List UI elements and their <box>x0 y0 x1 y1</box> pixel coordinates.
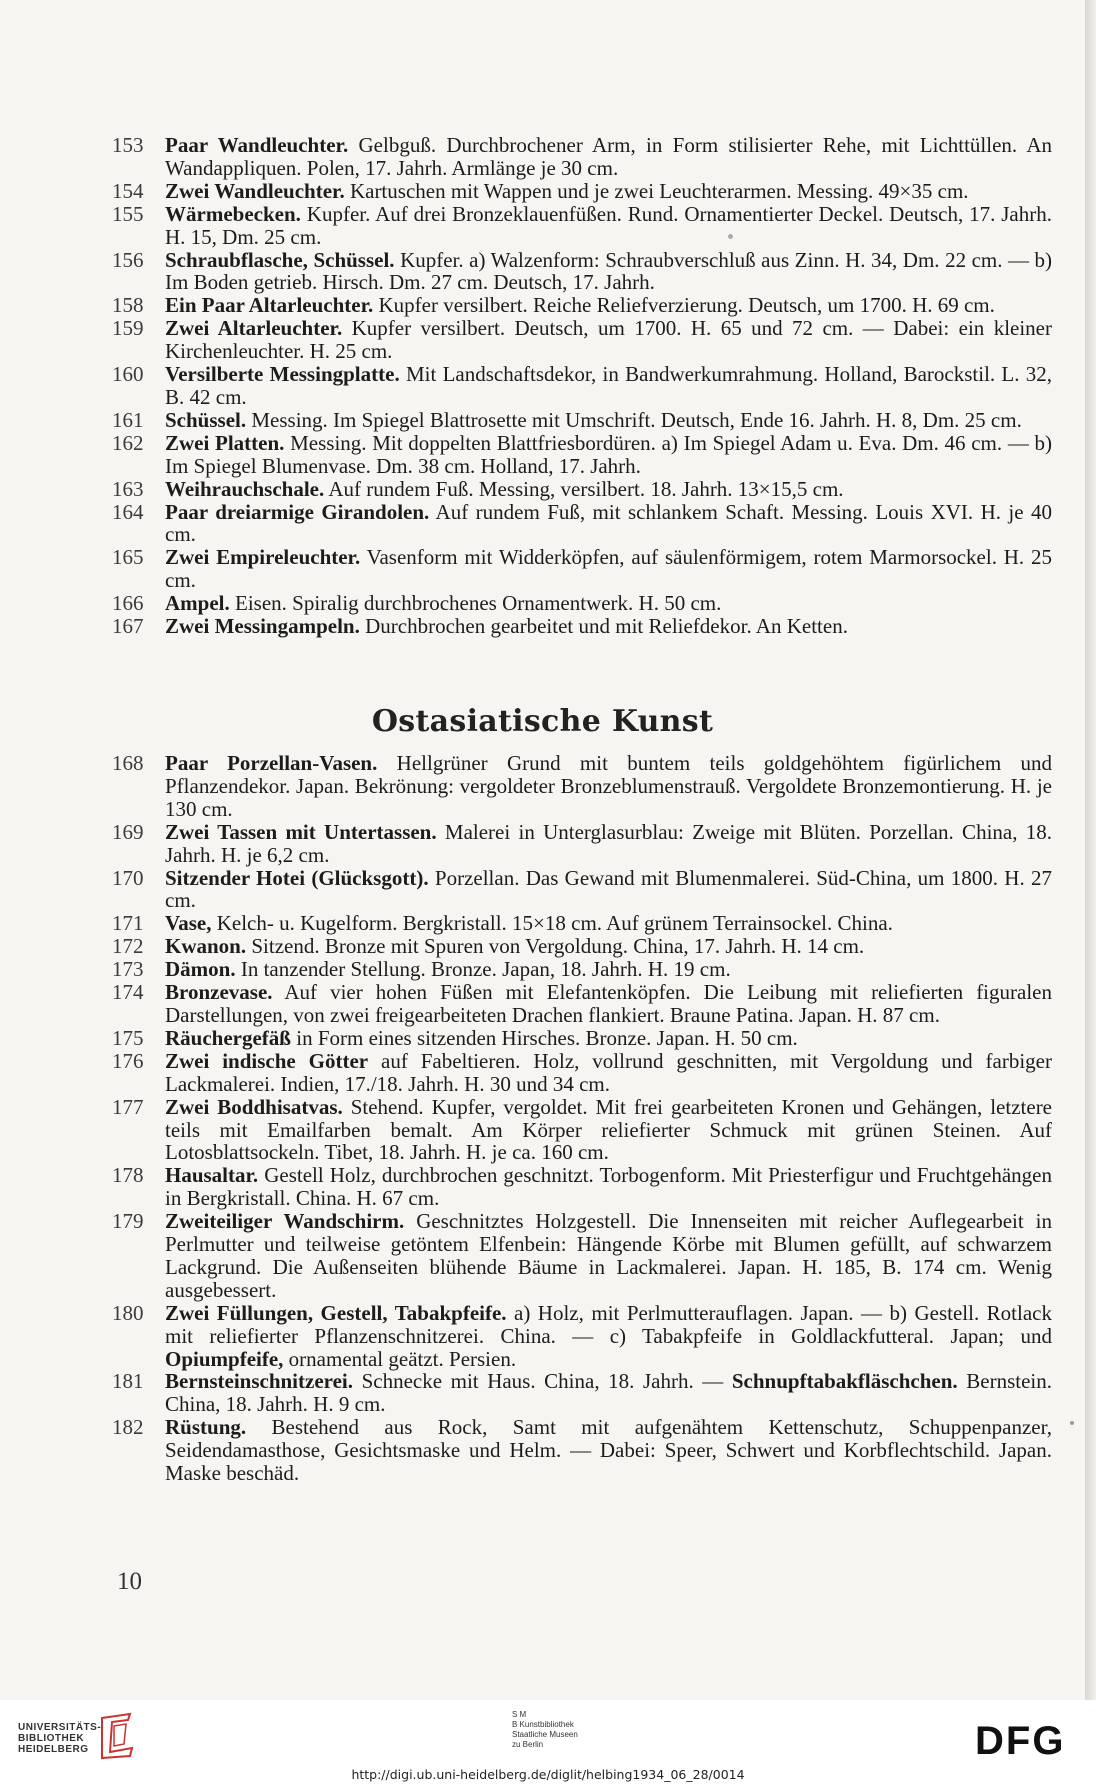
entry-text: Messing. Mit doppelten Blattfriesbordüren. a) Im Spiegel Adam u. Eva. Dm. 46 cm. — b) Im Spiegel Blumenvase. Dm. 38 cm. Holland, 17. Jahrh. <box>165 430 1052 478</box>
entry-description <box>165 1370 1052 1416</box>
catalog-entry <box>112 363 1052 409</box>
entry-description <box>165 546 1052 592</box>
lot-number: 181 <box>112 1369 144 1394</box>
lot-number: 182 <box>112 1415 144 1440</box>
lot-number: 169 <box>112 819 144 844</box>
library-line: BIBLIOTHEK <box>18 1733 85 1744</box>
entry-heading: Vase, <box>165 911 212 936</box>
entry-description <box>165 867 1052 913</box>
catalog-entry <box>112 294 1052 317</box>
catalog-entry <box>112 180 1052 203</box>
lot-number: 160 <box>112 362 144 387</box>
library-emblem-icon <box>98 1712 138 1760</box>
lot-number: 172 <box>112 934 144 959</box>
entry-description <box>165 501 1052 547</box>
entry-text: Kupfer versilbert. Deutsch, um 1700. H. 65 und 72 cm. — Dabei: ein kleiner Kirchenleuchter. H. 25 cm. <box>165 316 1052 364</box>
entry-heading: Sitzender Hotei (Glücksgott). <box>165 865 429 890</box>
entry-heading: Zwei Füllungen, Gestell, Tabakpfeife. <box>165 1300 507 1325</box>
entry-heading: Versilberte Messingplatte. <box>165 362 400 387</box>
entry-heading: Zwei Empireleuchter. <box>165 545 361 570</box>
entry-description <box>165 1050 1052 1096</box>
entry-heading: Rüstung. <box>165 1415 247 1440</box>
catalog-entry <box>112 1027 1052 1050</box>
entry-heading: Paar dreiarmige Girandolen. <box>165 499 430 524</box>
entry-heading: Dämon. <box>165 957 236 982</box>
entry-description <box>165 317 1052 363</box>
catalog-entry <box>112 317 1052 363</box>
entry-description <box>165 294 1052 317</box>
entry-list-metalwork <box>112 134 1052 638</box>
entry-list-east-asian-art <box>112 752 1052 1485</box>
entry-heading: Zwei Altarleuchter. <box>165 316 343 341</box>
catalog-entry <box>112 867 1052 913</box>
lot-number: 176 <box>112 1048 144 1073</box>
entry-text: auf Fabeltieren. Holz, vollrund geschnitten, mit Vergoldung und farbiger Lackmalerei. Indien, 17./18. Jahrh. H. 30 und 34 cm. <box>165 1048 1052 1096</box>
entry-description <box>165 592 1052 615</box>
lot-number: 168 <box>112 751 144 775</box>
entry-text: Messing. Im Spiegel Blattrosette mit Umschrift. Deutsch, Ende 16. Jahrh. H. 8, Dm. 25 cm. <box>246 407 1022 432</box>
entry-description <box>165 1302 1052 1371</box>
catalog-entry <box>112 592 1052 615</box>
lot-number: 154 <box>112 178 144 203</box>
entry-text: Eisen. Spiralig durchbrochenes Ornamentwerk. H. 50 cm. <box>229 591 722 616</box>
lot-number: 165 <box>112 545 144 570</box>
lot-number: 153 <box>112 133 144 157</box>
lot-number: 175 <box>112 1025 144 1050</box>
entry-description <box>165 1096 1052 1165</box>
stamp-line: zu Berlin <box>512 1740 544 1749</box>
catalog-entry <box>112 935 1052 958</box>
lot-number: 179 <box>112 1209 144 1234</box>
entry-description <box>165 752 1052 821</box>
entry-heading: Schraubflasche, Schüssel. <box>165 247 395 272</box>
entry-text: Auf vier hohen Füßen mit Elefantenköpfen. Die Leibung mit reliefierten figuralen Darstellungen, von zwei freigearbeiteten Drachen flankiert. Braune Patina. Japan. H. 87 cm. <box>165 980 1052 1027</box>
entry-text: Kupfer versilbert. Reiche Reliefverzierung. Deutsch, um 1700. H. 69 cm. <box>373 293 995 318</box>
entry-heading: Zwei indische Götter <box>165 1048 369 1073</box>
catalog-entry <box>112 1096 1052 1165</box>
catalog-entry <box>112 134 1052 180</box>
catalog-entry <box>112 1302 1052 1371</box>
entry-heading: Opiumpfeife, <box>165 1346 284 1371</box>
lot-number: 161 <box>112 407 144 432</box>
lot-number: 167 <box>112 614 144 639</box>
entry-heading: Zwei Boddhisatvas. <box>165 1094 343 1119</box>
scan-speck <box>728 234 733 239</box>
museum-stamp <box>512 1710 578 1750</box>
lot-number: 166 <box>112 591 144 616</box>
catalog-entry <box>112 615 1052 638</box>
lot-number: 180 <box>112 1300 144 1325</box>
entry-text: Vasenform mit Widderköpfen, auf säulenförmigem, rotem Marmorsockel. H. 25 cm. <box>165 545 1052 593</box>
entry-heading: Ein Paar Altarleuchter. <box>165 293 374 318</box>
entry-text: Bestehend aus Rock, Samt mit aufgenähtem Kettenschutz, Schuppenpanzer, Seidendamasthose, Gesichtsmaske und Helm. — Dabei: Speer, Schwert und Korbflechtschild. Japan. Maske beschäd. <box>165 1415 1052 1486</box>
dfg-label: DFG <box>975 1720 1066 1760</box>
entry-heading: Bronzevase. <box>165 980 273 1005</box>
catalog-entry <box>112 981 1052 1027</box>
lot-number: 162 <box>112 430 144 455</box>
entry-description <box>165 1164 1052 1210</box>
catalog-entry <box>112 912 1052 935</box>
entry-text: Stehend. Kupfer, vergoldet. Mit frei gearbeiteten Kronen und Gehängen, letztere teils mit Emailfarben bemalt. Am Körper reliefierter Schmuck mit grünen Steinen. Auf Lotosblattsockeln. Tibet, 18. Jahrh. H. je ca. 160 cm. <box>165 1094 1053 1165</box>
entry-description <box>165 249 1052 295</box>
lot-number: 163 <box>112 476 144 501</box>
catalog-entry <box>112 478 1052 501</box>
catalog-entry <box>112 821 1052 867</box>
entry-text: Auf rundem Fuß. Messing, versilbert. 18. Jahrh. 13×15,5 cm. <box>324 476 844 501</box>
entry-heading: Kwanon. <box>165 934 247 959</box>
library-line: UNIVERSITÄTS- <box>18 1722 102 1733</box>
entry-text: Bernstein. China, 18. Jahrh. H. 9 cm. <box>165 1369 1052 1417</box>
entry-text: Durchbrochen gearbeitet und mit Reliefdekor. An Ketten. <box>359 614 848 639</box>
lot-number: 159 <box>112 316 144 341</box>
lot-number: 174 <box>112 980 144 1005</box>
entry-heading: Bernsteinschnitzerei. <box>165 1369 353 1394</box>
entry-text: Kelch- u. Kugelform. Bergkristall. 15×18 cm. Auf grünem Terrainsockel. China. <box>211 911 893 936</box>
page-number: 10 <box>117 1568 142 1595</box>
lot-number: 177 <box>112 1094 144 1119</box>
entry-text: in Form eines sitzenden Hirsches. Bronze. Japan. H. 50 cm. <box>290 1025 798 1050</box>
catalog-entry <box>112 203 1052 249</box>
entry-heading: Zweiteiliger Wandschirm. <box>165 1209 405 1234</box>
entry-description <box>165 363 1052 409</box>
entry-description <box>165 912 1052 935</box>
entry-text: Malerei in Unterglasurblau: Zweige mit Blüten. Porzellan. China, 18. Jahrh. H. je 6,2 cm. <box>165 819 1053 867</box>
entry-heading: Wärmebecken. <box>165 201 301 226</box>
entry-description <box>165 958 1052 981</box>
entry-description <box>165 1027 1052 1050</box>
catalog-entry <box>112 432 1052 478</box>
catalog-entry <box>112 752 1052 821</box>
entry-heading: Weihrauchschale. <box>165 476 325 501</box>
section-title: Ostasiatische Kunst <box>371 704 714 739</box>
source-url-link[interactable]: http://digi.ub.uni-heidelberg.de/diglit/helbing1934_06_28/0014 <box>351 1767 745 1782</box>
lot-number: 164 <box>112 499 144 524</box>
entry-text: ornamental geätzt. Persien. <box>283 1346 517 1371</box>
catalog-entry <box>112 501 1052 547</box>
entry-text: Kupfer. a) Walzenform: Schraubverschluß aus Zinn. H. 34, Dm. 22 cm. — b) Im Boden getrieb. Hirsch. Dm. 27 cm. Deutsch, 17. Jahrh. <box>165 247 1053 295</box>
entry-heading: Zwei Tassen mit Untertassen. <box>165 819 437 844</box>
entry-text: Hellgrüner Grund mit buntem teils goldgehöhtem figürlichem und Pflanzendekor. Japan. Bekrönung: vergoldeter Bronzeblumenstrauß. Vergoldete Bronzemontierung. H. je 130 cm. <box>165 751 1052 821</box>
entry-heading: Schnupftabakfläschchen. <box>723 1369 958 1394</box>
entry-text: Schnecke mit Haus. China, 18. Jahrh. — <box>353 1369 724 1394</box>
entry-text: Auf rundem Fuß, mit schlankem Schaft. Messing. Louis XVI. H. je 40 cm. <box>165 499 1053 547</box>
library-line: HEIDELBERG <box>18 1744 89 1755</box>
entry-text: Porzellan. Das Gewand mit Blumenmalerei. Süd-China, um 1800. H. 27 cm. <box>165 865 1053 913</box>
entry-heading: Zwei Platten. <box>165 430 285 455</box>
lot-number: 171 <box>112 911 144 936</box>
entry-text: a) Holz, mit Perlmutterauflagen. Japan. — b) Gestell. Rotlack mit reliefierter Pflanzenschnitzerei. China. — c) Tabakpfeife in Goldlackfutteral. Japan; und <box>165 1300 1052 1348</box>
entry-text: Kartuschen mit Wappen und je zwei Leuchterarmen. Messing. 49×35 cm. <box>344 178 969 203</box>
entry-description <box>165 203 1052 249</box>
entry-heading: Ampel. <box>165 591 230 616</box>
entry-text: Sitzend. Bronze mit Spuren von Vergoldung. China, 17. Jahrh. H. 14 cm. <box>246 934 865 959</box>
catalog-entry <box>112 1210 1052 1302</box>
entry-text: Gelbguß. Durchbrochener Arm, in Form stilisierter Rehe, mit Lichttüllen. An Wandappliquen. Polen, 17. Jahrh. Armlänge je 30 cm. <box>165 133 1052 180</box>
stamp-line: B Kunstbibliothek <box>512 1720 574 1729</box>
scan-speck <box>1070 1421 1074 1425</box>
dfg-logo[interactable] <box>975 1720 1083 1760</box>
entry-heading: Paar Wandleuchter. <box>165 133 349 157</box>
entry-description <box>165 981 1052 1027</box>
catalog-entry <box>112 249 1052 295</box>
university-library-logo[interactable] <box>18 1722 101 1755</box>
catalog-entry <box>112 546 1052 592</box>
catalog-entry <box>112 958 1052 981</box>
entry-description <box>165 180 1052 203</box>
entry-text: Kupfer. Auf drei Bronzeklauenfüßen. Rund. Ornamentierter Deckel. Deutsch, 17. Jahrh. H. 15, Dm. 25 cm. <box>165 201 1052 249</box>
entry-description <box>165 821 1052 867</box>
catalog-entry <box>112 409 1052 432</box>
entry-description <box>165 1210 1052 1302</box>
entry-description <box>165 615 1052 638</box>
page-edge-shadow <box>1085 0 1096 1700</box>
catalog-entry <box>112 1370 1052 1416</box>
lot-number: 170 <box>112 865 144 890</box>
entry-text: Mit Landschaftsdekor, in Bandwerkumrahmung. Holland, Barockstil. L. 32, B. 42 cm. <box>165 362 1053 409</box>
lot-number: 173 <box>112 957 144 982</box>
catalog-entry <box>112 1050 1052 1096</box>
entry-heading: Zwei Messingampeln. <box>165 614 360 639</box>
lot-number: 158 <box>112 293 144 318</box>
entry-description <box>165 478 1052 501</box>
entry-heading: Schüssel. <box>165 407 247 432</box>
lot-number: 156 <box>112 247 144 272</box>
entry-description <box>165 935 1052 958</box>
entry-description <box>165 409 1052 432</box>
entry-description <box>165 432 1052 478</box>
scan-footer <box>0 1700 1096 1785</box>
stamp-line: S M <box>512 1710 527 1719</box>
entry-description <box>165 1416 1052 1485</box>
catalog-entry <box>112 1164 1052 1210</box>
entry-description <box>165 134 1052 180</box>
entry-text: Gestell Holz, durchbrochen geschnitzt. Torbogenform. Mit Priesterfigur und Fruchtgehängen in Bergkristall. China. H. 67 cm. <box>165 1163 1052 1211</box>
entry-heading: Hausaltar. <box>165 1163 259 1188</box>
entry-heading: Räuchergefäß <box>165 1025 291 1050</box>
stamp-line: Staatliche Museen <box>512 1730 578 1739</box>
lot-number: 155 <box>112 201 144 226</box>
entry-heading: Paar Porzellan-Vasen. <box>165 751 378 775</box>
entry-heading: Zwei Wandleuchter. <box>165 178 345 203</box>
lot-number: 178 <box>112 1163 144 1188</box>
catalog-entry <box>112 1416 1052 1485</box>
entry-text: In tanzender Stellung. Bronze. Japan, 18. Jahrh. H. 19 cm. <box>235 957 731 982</box>
entry-text: Geschnitztes Holzgestell. Die Innenseiten mit reicher Auflegearbeit in Perlmutter und teilweise getöntem Elfenbein: Hängende Körbe mit Blumen gefüllt, auf schwarzem Lackgrund. Die Außenseiten blühende Bäume in Lackmalerei. Japan. H. 185, B. 174 cm. Wenig ausgebessert. <box>165 1209 1052 1302</box>
